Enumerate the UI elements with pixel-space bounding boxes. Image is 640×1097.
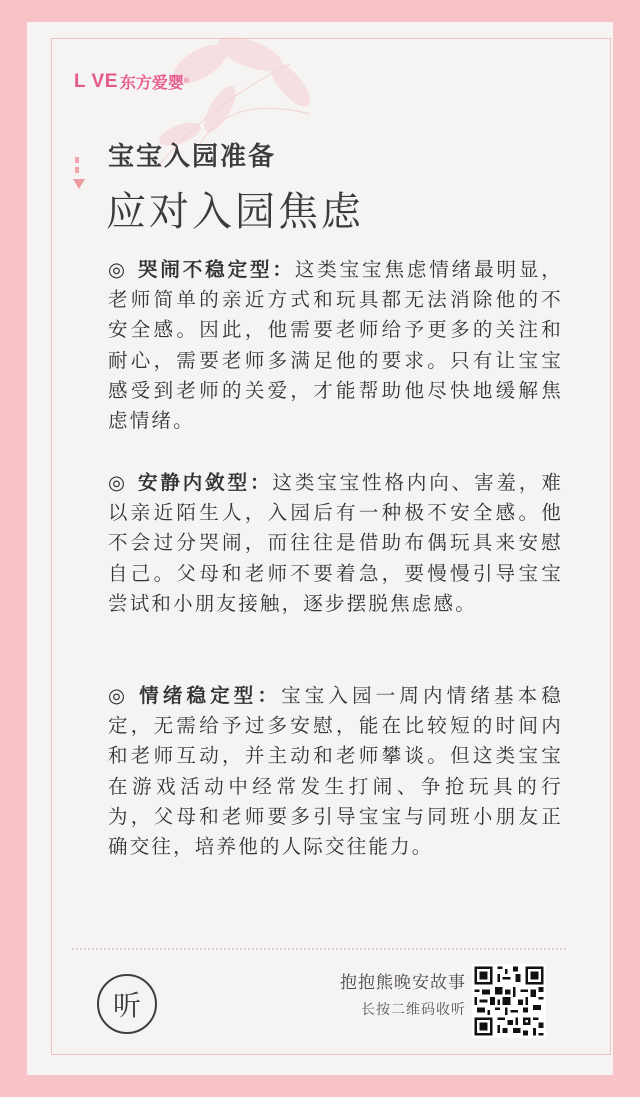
- listen-badge: 听: [97, 974, 157, 1034]
- qr-code-icon[interactable]: [472, 964, 546, 1038]
- decoration-dash: [75, 157, 79, 163]
- story-hint: 长按二维码收听: [361, 1002, 466, 1018]
- page-title: 宝宝入园准备: [108, 142, 277, 172]
- logo-registered-mark: ®: [183, 78, 190, 85]
- section-body: 这类宝宝性格内向、害羞，难以亲近陌生人，入园后有一种极不安全感。他不会过分哭闹，而往往是借助布偶玩具来安慰自己。父母和老师不要着急，要慢慢引导宝宝尝试和小朋友接触，逐步摆脱焦虑感。: [108, 471, 564, 615]
- section-quiet-introverted: [108, 468, 563, 619]
- title-side-decoration: [73, 157, 85, 189]
- page-subtitle: 应对入园焦虑: [106, 189, 364, 235]
- section-heading: 情绪稳定型：: [139, 684, 282, 707]
- section-bullet-icon: ◎: [108, 684, 130, 707]
- section-crying-unstable: [108, 255, 563, 436]
- section-body: 宝宝入园一周内情绪基本稳定，无需给予过多安慰，能在比较短的时间内和老师互动，并主动和老师攀谈。但这类宝宝在游戏活动中经常发生打闹、争抢玩具的行为，父母和老师要多引导宝宝与同班小朋友正确交往，培养他的人际交往能力。: [108, 684, 564, 859]
- footer-divider: [72, 948, 566, 950]
- story-title: 抱抱熊晚安故事: [340, 973, 466, 993]
- decoration-dash: [75, 167, 79, 173]
- section-body: 这类宝宝焦虑情绪最明显，老师简单的亲近方式和玩具都无法消除他的不安全感。因此，他需要老师给予更多的关注和耐心，需要老师多满足他的要求。只有让宝宝感受到老师的关爱，才能帮助他尽快地缓解焦虑情绪。: [108, 258, 564, 433]
- brand-logo: [74, 70, 189, 93]
- section-emotionally-stable: [108, 681, 563, 862]
- logo-brand-text: 东方爱婴: [119, 75, 184, 92]
- logo-love-text: L VE: [74, 70, 118, 92]
- section-bullet-icon: ◎: [108, 471, 128, 494]
- story-promo: [306, 968, 466, 1019]
- triangle-icon: [73, 179, 85, 189]
- section-heading: 安静内敛型：: [137, 471, 273, 494]
- section-bullet-icon: ◎: [108, 258, 128, 281]
- section-heading: 哭闹不稳定型：: [137, 258, 295, 281]
